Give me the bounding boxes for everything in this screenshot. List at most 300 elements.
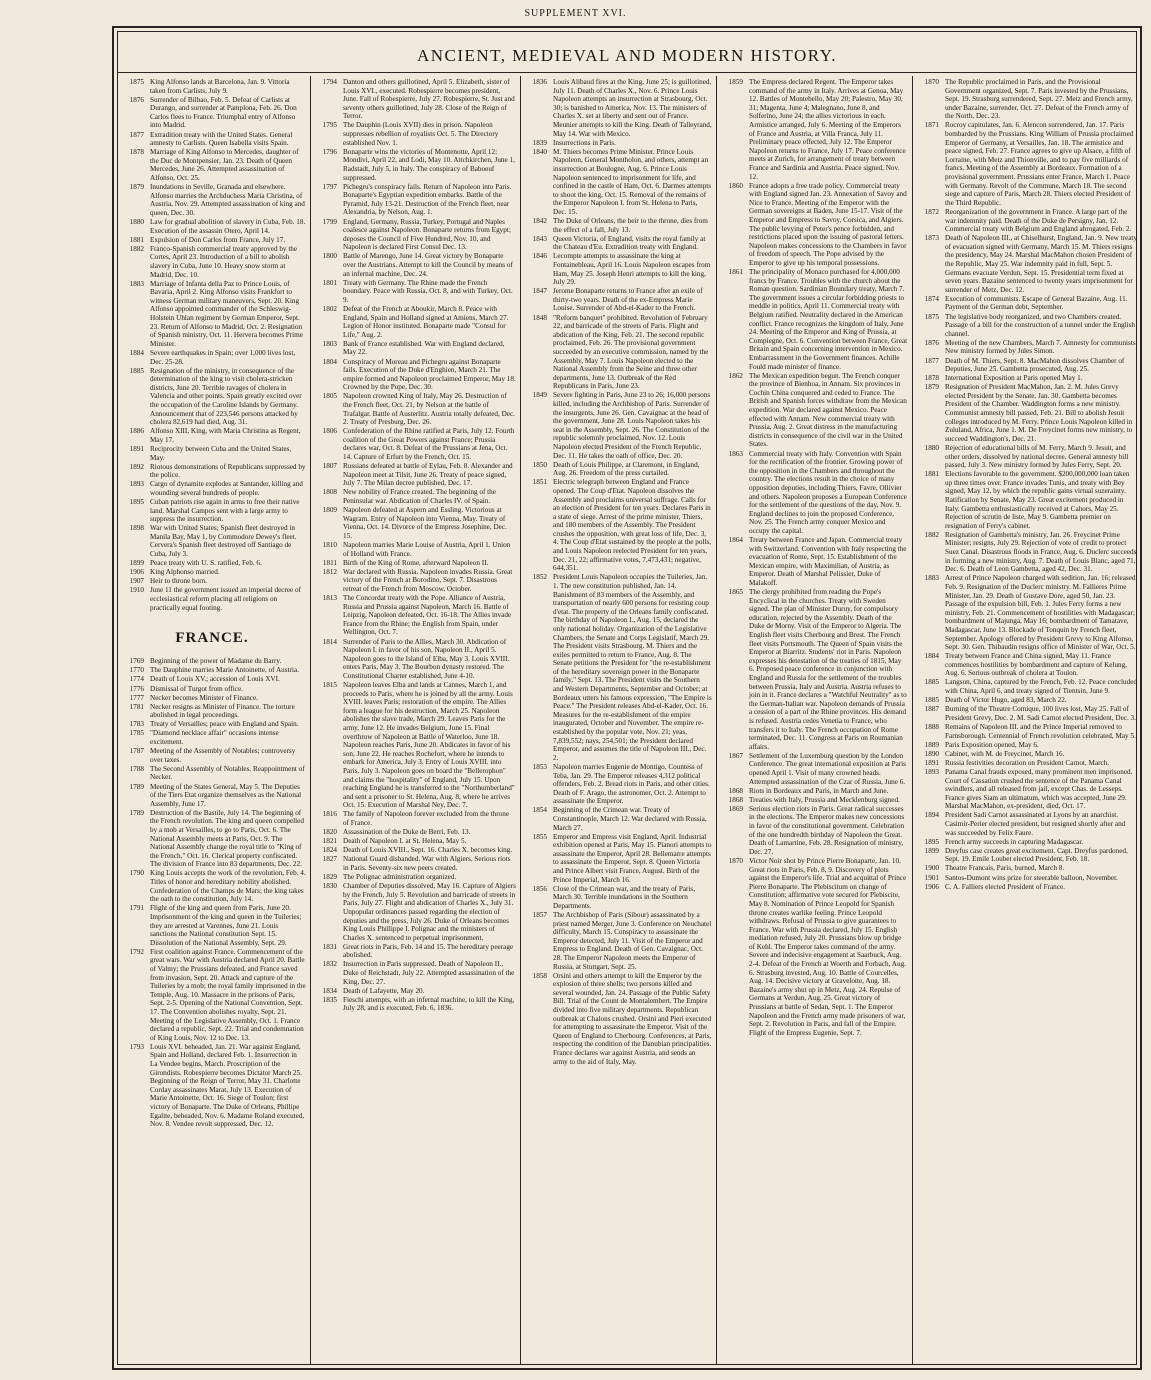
entry-text: Cargo of dynamite explodes at Santander, killing and wounding several hundreds of people. bbox=[150, 480, 303, 497]
entry-text: Assassination of the Duke de Berri, Feb. 13. bbox=[343, 828, 471, 837]
entry-year: 1854 bbox=[532, 806, 547, 815]
entry-text: Peace treaty with U. S. ratified, Feb. 6. bbox=[150, 559, 262, 568]
entry-year: 1863 bbox=[728, 449, 743, 458]
entry-year: 1806 bbox=[322, 427, 337, 436]
history-entry bbox=[311, 960, 516, 986]
history-entry bbox=[118, 948, 306, 1043]
entry-year: 1880 bbox=[129, 218, 144, 226]
entry-year: 1875 bbox=[129, 78, 144, 86]
history-entry bbox=[913, 470, 1138, 530]
entry-text: Riotous demonstrations of Republicans suppressed by the police. bbox=[150, 462, 306, 480]
entry-year: 1794 bbox=[322, 78, 337, 86]
entry-year: 1800 bbox=[322, 252, 337, 261]
entry-year: 1895 bbox=[129, 498, 144, 506]
history-entry bbox=[118, 657, 306, 666]
entry-year: 1885 bbox=[924, 696, 939, 705]
history-entry bbox=[521, 573, 712, 762]
entry-year: 1877 bbox=[924, 356, 939, 365]
entry-year: 1809 bbox=[322, 506, 337, 515]
history-entry bbox=[521, 806, 712, 832]
entry-year: 1804 bbox=[322, 357, 337, 366]
history-entry bbox=[311, 218, 516, 252]
history-entry bbox=[913, 741, 1138, 750]
history-entry bbox=[311, 873, 516, 882]
history-entry bbox=[118, 183, 306, 217]
entry-year: 1770 bbox=[129, 666, 144, 675]
history-entry bbox=[311, 78, 516, 121]
entry-year: 1796 bbox=[322, 147, 337, 156]
entry-text: Queen Victoria, of England, visits the royal family at the Chateau d'Eu. Extradition treaty with England. bbox=[553, 234, 706, 252]
history-entry bbox=[311, 148, 516, 182]
entry-text: New nobility of France created. The beginning of the Peninsular war. Abdication of Charles IV. of Spain. bbox=[343, 488, 496, 505]
history-entry bbox=[311, 279, 516, 305]
entry-text: King Alfonso lands at Barcelona, Jan. 9. Vittoria taken from Carlists, July 9. bbox=[150, 78, 290, 95]
history-entry bbox=[717, 78, 908, 181]
entry-text: National Guard disbanded. War with Algiers. Serious riots in Paris. Seventy-six new peers created. bbox=[343, 855, 511, 872]
supplement-label: SUPPLEMENT XVI. bbox=[524, 8, 627, 19]
entry-text: Russia festivities decoration on President Carnot, March. bbox=[945, 758, 1110, 767]
entry-year: 1876 bbox=[924, 338, 939, 347]
entry-year: 1829 bbox=[322, 873, 337, 882]
history-entry bbox=[913, 883, 1138, 892]
history-entry bbox=[118, 131, 306, 148]
entry-text: Napoleon defeated at Aspern and Essling. Victorious at Wagram. Entry of Napoleon into Vienna, May. Treaty of Vienna, Oct. 14. Divorce of the Empress Josephine, Dec. 15. bbox=[343, 506, 507, 540]
entry-year: 1893 bbox=[129, 480, 144, 489]
entry-text: Heir to throne born. bbox=[150, 577, 208, 586]
entry-year: 1834 bbox=[322, 986, 337, 995]
entry-text: Santos-Dumont wins prize for steerable balloon, November. bbox=[945, 873, 1118, 882]
history-entry bbox=[118, 568, 306, 577]
history-entry bbox=[521, 287, 712, 313]
history-entry bbox=[118, 480, 306, 497]
history-entry bbox=[311, 837, 516, 846]
entry-text: Emperor and Empress visit England, April. Industrial exhibition opened at Paris, May 15. Pianori attempts to assassinate the Emperor, April 28. Bellemarre attempts to assassinate the Emperor, Sept. 8. Queen Victoria and Prince Albert visit France, August. Birth of the Prince Imperial, March 16. bbox=[553, 832, 712, 884]
entry-text: Defeat of the French at Aboukir, March 8. Peace with England, Spain and Holland signed at Amiens, March 27. Legion of Honor instituted. Bonaparte made "Consul for Life," Aug. 2. bbox=[343, 304, 509, 339]
history-entry bbox=[521, 148, 712, 217]
entry-text: The clergy prohibited from reading the Pope's Encyclical in the churches. Treaty with Sweden signed. The plan of Minister Duruy, for compulsory education, rejected by the Assembly. Death of the Duke de Morny. Visit of the Emperor to Algeria. The English fleet visits Cherbourg and Brest. The French fleet visits Portsmouth. The Queen of Spain visits the Emperor at Biarritz. Students' riot in Paris. Napoleon expresses his detestation of the treaties of 1815, May 6. Proposed peace conference in conjunction with England and Russia for the settlement of the troubles between Prussia, Italy and Austria. Austria refuses to join in it. France declares a "Watchful Neutrality" as to the German-Italian war. Napoleon demands of Prussia a cession of a part of the Rhine provinces. His demand is refused. Austria cedes Venetia to France, who transfers it to Italy. The French occupation of Rome terminated, Dec. 11. Congress at Paris on Roumanian affairs. bbox=[749, 588, 907, 751]
column-4 bbox=[716, 76, 912, 1364]
entry-text: Settlement of the Luxemburg question by the London Conference. The great international exposition at Paris opened April 1. Visit of many crowned heads. Attempted assassination of the Czar of Russia, June 6. bbox=[749, 751, 906, 786]
history-entry bbox=[717, 787, 908, 796]
entry-text: Close of the Crimean war, and the treaty of Paris, March 30. Terrible inundations in the Southern Departments. bbox=[553, 884, 696, 910]
entry-year: 1865 bbox=[728, 588, 743, 597]
title-rule bbox=[118, 72, 1136, 73]
entry-text: Paris Exposition opened, May 6. bbox=[945, 740, 1039, 749]
entry-year: 1906 bbox=[129, 568, 144, 577]
history-entry bbox=[311, 252, 516, 278]
history-entry bbox=[521, 139, 712, 148]
entry-year: 1879 bbox=[129, 183, 144, 192]
entry-year: 1910 bbox=[129, 586, 144, 595]
entry-text: Beginning of the Crimean war. Treaty of Constantinople, March 12. War declared with Russia, March 27. bbox=[553, 806, 707, 832]
history-entry bbox=[913, 864, 1138, 873]
entry-text: Alfonso XIII, King, with Maria Christina as Regent, May 17. bbox=[150, 427, 301, 444]
history-entry bbox=[521, 972, 712, 1067]
entry-year: 1850 bbox=[532, 460, 547, 469]
history-entry bbox=[118, 349, 306, 366]
history-entry bbox=[118, 904, 306, 947]
history-entry bbox=[717, 268, 908, 371]
entry-text: Insurrection in Paris suppressed. Death of Napoleon II., Duke of Reichstadt, July 22. Attempted assassination of the King, Dec. 27. bbox=[343, 960, 515, 986]
entry-text: "Diamond necklace affair" occasions intense excitement. bbox=[150, 729, 279, 747]
history-entry bbox=[118, 783, 306, 809]
history-entry bbox=[913, 531, 1138, 574]
history-entry bbox=[913, 234, 1138, 294]
entry-year: 1877 bbox=[129, 130, 144, 139]
entry-text: Death of Napoleon III., at Chiselhurst, England, Jan. 9. New treaty of evacuation signed with Germany, March 15. M. Thiers resigns the presidency, May 24. Marshal MacMahon chosen President of the Republic, May 25. War indemnity paid in full, Sept. 5. Germans evacuate Verdun, Sept. 15. Presidential term fixed at seven years. Bazaine sentenced to twenty years imprisonment for surrender of Metz, Dec. 12. bbox=[945, 234, 1138, 294]
history-entry bbox=[717, 182, 908, 268]
history-entry bbox=[521, 911, 712, 971]
columns bbox=[118, 76, 1136, 1364]
entry-text: Orsini and others attempt to kill the Emperor by the explosion of three shells; two persons killed and several wounded, Jan. 24. Passage of the Public Safety Bill. Trial of the Count de Montalembert. The Empire divided into five military departments. Republican outbreak at Chalons crushed. Orsini and Pieri executed for attempting to assassinate the Emperor. Visit of the Queen of England to Cherbourg. Conferences, at Paris, respecting the condition of the Danubian principalities. France declares war against Austria, and sends an army to the aid of Italy, May. bbox=[553, 971, 712, 1066]
history-entry bbox=[521, 252, 712, 286]
history-entry bbox=[118, 666, 306, 675]
history-entry bbox=[913, 121, 1138, 207]
entry-year: 1777 bbox=[129, 693, 144, 702]
entry-year: 1875 bbox=[924, 312, 939, 321]
entry-year: 1898 bbox=[129, 524, 144, 533]
entry-text: Marriage of Infanta della Paz to Prince Louis, of Bavaria, April 2. King Alfonso visits Frankfort to witness German military maneuvers, Sept. 20. King Alfonso appointed commander of the Schleswig-Holstein Uhlan regiment by German Emperor, Sept. 23. Return of Alfonso to Madrid, Oct. 2. Resignation of Spanish ministry, Oct. 11. Hervera becomes Prime Minister. bbox=[150, 279, 303, 348]
history-entry bbox=[311, 638, 516, 681]
entry-text: Beginning of the power of Madame du Barry. bbox=[150, 657, 282, 666]
entry-text: Inundations in Seville, Granada and elsewhere. Alfonso marries the Archduchess Maria Christina, of Austria, Nov. 29. Attempted assassination of king and queen, Dec. 30. bbox=[150, 183, 305, 217]
history-entry bbox=[717, 805, 908, 857]
entry-year: 1789 bbox=[129, 808, 144, 817]
history-entry bbox=[311, 559, 516, 568]
entry-year: 1872 bbox=[924, 207, 939, 216]
entry-year: 1883 bbox=[924, 574, 939, 583]
history-entry bbox=[311, 882, 516, 942]
entry-text: Russians defeated at battle of Eylau, Feb. 8. Alexander and Napoleon meet at Tilsit, June 26. Treaty of peace signed, July 7. The Milan decree published, Dec. 17. bbox=[343, 462, 513, 488]
history-entry bbox=[913, 696, 1138, 705]
entry-text: Franco-Spanish commercial treaty approved by the Cortes, April 23. Introduction of a bill to abolish slavery in Cuba, June 10. Heavy snow storm at Madrid, Dec. 10. bbox=[150, 244, 298, 279]
history-entry bbox=[717, 857, 908, 1037]
entry-year: 1867 bbox=[728, 751, 743, 760]
entry-text: The family of Napoleon forever excluded from the throne of France. bbox=[343, 810, 510, 827]
entry-year: 1886 bbox=[129, 427, 144, 436]
entry-year: 1884 bbox=[129, 348, 144, 357]
entry-year: 1820 bbox=[322, 828, 337, 837]
entry-year: 1827 bbox=[322, 855, 337, 864]
history-entry bbox=[311, 987, 516, 996]
entry-text: French army succeeds in capturing Madagascar. bbox=[945, 837, 1084, 846]
history-entry bbox=[913, 768, 1138, 811]
entry-text: International Exposition at Paris opened May 1. bbox=[945, 374, 1083, 383]
entry-year: 1783 bbox=[129, 720, 144, 729]
entry-text: Rocroy capitulates, Jan. 6. Alencon surrendered, Jan. 17. Paris bombarded by the Prussians. King William of Prussia proclaimed Emperor of Germany, at Versailles, Jan. 18. The armistice and peace signed, Feb. 27. France agrees to give up Alsace, a fifth of Lorraine, with Metz and Thionville, and to pay five milliards of francs. Meeting of the Assembly at Bordeaux. Formation of a provisional government. Prussians enter France, March 1. Peace with Germany. Revolt of the Commune, March 18. The second siege and capture of Paris, March 28. Thiers elected President of the Third Republic. bbox=[945, 121, 1134, 207]
entry-year: 1852 bbox=[532, 573, 547, 582]
entry-text: France adopts a free trade policy. Commercial treaty with England signed Jan. 23. Annexation of Savoy and Nice to France. Meeting of the Emperor with the German sovereigns at Baden, June 15-17. Visit of the Emperor and Empress to Savoy, Corsica, and Algiers. The public levying of Peter's pence forbidden, and restrictions placed upon the issuing of pastoral letters. Napoleon makes concessions to the Chambers in favor of freedom of speech. The Pope advised by the Emperor to give up his temporal possessions. bbox=[749, 181, 907, 267]
history-entry bbox=[311, 846, 516, 855]
entry-text: M. Thiers becomes Prime Minister. Prince Louis Napoleon, General Montholon, and others, attempt an insurrection at Boulogne, Aug. 6. Prince Louis Napoleon sentenced to imprisonment for life, and confined in the castle of Ham, Oct. 6. Darmes attempts to shoot the king, Oct. 15. Removal of the remains of the Emperor Napoleon I. from St. Helena to Paris, Dec. 15. bbox=[553, 147, 712, 216]
history-entry bbox=[311, 943, 516, 960]
entry-year: 1859 bbox=[728, 78, 743, 86]
entry-text: The Republic proclaimed in Paris, and the Provisional Government organized, Sept. 7. Paris invested by the Prussians, Sept. 19. Strasburg surrendered, Sept. 27. Metz and French army, under Bazaine, surrender, Oct. 27. Defeat of the French army of the North, Dec. 23. bbox=[945, 78, 1133, 121]
entry-year: 1891 bbox=[129, 444, 144, 453]
entry-year: 1864 bbox=[728, 535, 743, 544]
history-entry bbox=[913, 374, 1138, 383]
entry-year: 1776 bbox=[129, 684, 144, 693]
history-entry bbox=[913, 811, 1138, 837]
history-entry bbox=[118, 685, 306, 694]
history-entry bbox=[717, 588, 908, 751]
entry-year: 1878 bbox=[924, 374, 939, 383]
entry-year: 1855 bbox=[532, 832, 547, 841]
entry-year: 1862 bbox=[728, 371, 743, 380]
entry-text: Death of Napoleon I. at St. Helena, May 5. bbox=[343, 837, 467, 846]
section-heading-france: FRANCE. bbox=[175, 630, 249, 647]
entry-text: Death of Lafayette, May 20. bbox=[343, 986, 425, 995]
entry-text: Great riots in Paris, Feb. 14 and 15. The hereditary peerage abolished. bbox=[343, 942, 514, 960]
entry-year: 1805 bbox=[322, 392, 337, 401]
history-entry bbox=[913, 574, 1138, 651]
entry-year: 1787 bbox=[129, 747, 144, 756]
entry-year: 1901 bbox=[924, 873, 939, 882]
entry-text: Serious election riots in Paris. Great radical successes in the elections. The Emperor makes new concessions in favor of the constitutional government. Celebration of the one hundredth birthday of Napoleon the Great. Death of Lamartine, Feb. 28. Resignation of ministry, Dec. 27. bbox=[749, 804, 905, 856]
entry-year: 1821 bbox=[322, 837, 337, 846]
column-3 bbox=[520, 76, 716, 1364]
entry-year: 1857 bbox=[532, 911, 547, 919]
entry-text: The Archbishop of Paris (Sibour) assassinated by a priest named Merger, June 3. Conference on Neuchatel difficulty, March 15. Conspiracy to assassinate the Emperor detected, July 11. Visit of the Emperor and Empress to England. Death of Gen. Cavaignac, Oct. 28. The Emperor Napoleon meets the Emperor of Russia, at Stuttgart, Sept. 25. bbox=[553, 911, 712, 971]
entry-text: Death of Louis Philippe, at Claremont, in England, Aug. 26. Freedom of the press curtailed. bbox=[553, 460, 700, 478]
history-entry bbox=[521, 478, 712, 573]
history-entry bbox=[311, 541, 516, 558]
history-entry bbox=[521, 391, 712, 460]
entry-year: 1814 bbox=[322, 637, 337, 646]
entry-text: Necker resigns as Minister of Finance. The torture abolished in legal proceedings. bbox=[150, 702, 295, 720]
entry-text: Louis XVI. beheaded, Jan. 21. War against England, Spain and Holland, declared Feb. 1. Insurrection in La Vendee begins, March. Proscription of the Girondists. Robespierre becomes Dictator March 25. Beginning of the Reign of Terror, May 31. Charlotte Corday assassinates Marat, July 13. Execution of Marie Antoinette, Oct. 16. Siege of Toulon; first victory of Bonaparte. The Duke of Orleans, Phillipe Egalite, beheaded, Nov. 6. Madame Roland executed, Nov. 8. Vendee revolt suppressed, Dec. 12. bbox=[150, 1042, 305, 1129]
entry-text: Severe fighting in Paris, June 23 to 26; 16,000 persons killed, including the Archbishop of Paris. Surrender of the insurgents, June 26. Gen. Cavaignac at the head of the government, June 28. Louis Napoleon takes his seat in the Assembly, Sept. 26. The Constitution of the republic solemnly proclaimed, Nov. 12. Louis Napoleon elected President of the French Republic, Dec. 11. He takes the oath of office, Dec. 20. bbox=[553, 391, 711, 460]
history-entry bbox=[521, 314, 712, 391]
entry-text: Dismissal of Turgot from office. bbox=[150, 684, 243, 693]
entry-text: Dreyfus case creates great excitement. Capt. Dreyfus pardoned, Sept. 19. Emile Loubet elected President, Feb. 18. bbox=[945, 846, 1128, 864]
history-entry bbox=[913, 339, 1138, 356]
entry-year: 1810 bbox=[322, 540, 337, 549]
entry-text: Extradition treaty with the United States. General amnesty to Carlists. Queen Isabella visits Spain. bbox=[150, 130, 293, 148]
entry-text: Napoleon marries Marie Louise of Austria, April 1. Union of Holland with France. bbox=[343, 540, 511, 558]
entry-text: Treaty of Versailles; peace with England and Spain. bbox=[150, 720, 299, 729]
entry-year: 1868 bbox=[728, 786, 743, 795]
entry-text: The Second Assembly of Notables. Reappointment of Necker. bbox=[150, 764, 305, 782]
entry-year: 1851 bbox=[532, 478, 547, 487]
entry-text: Rejection of educational bills of M. Ferry, March 9. Jesuit, and other orders, dissolved by national decree. General amnesty bill passed, July 3. New ministry formed by Jules Ferry, Sept. 20. bbox=[945, 443, 1129, 470]
entry-text: Resignation of President MacMahon, Jan. 2. M. Jules Grevy elected President by the Senate, Jan. 30. Gambetta becomes President of the Chamber. Waddington forms a new ministry. Communist amnesty bill passed, Feb. 21. Bill to abolish Jesuit colleges introduced by M. Ferry. Prince Louis Napoleon killed in Zululand, Africa, June 1. M. De Freycinet forms new ministry, to succeed Waddington's, Dec. 21. bbox=[945, 383, 1133, 443]
entry-year: 1846 bbox=[532, 252, 547, 261]
entry-text: Law for gradual abolition of slavery in Cuba, Feb. 18. Execution of the assassin Otero, April 14. bbox=[150, 218, 306, 235]
history-entry bbox=[118, 559, 306, 568]
entry-text: Remains of Napoleon III. and the Prince Imperial removed to Farnsborough. Centennial of French revolution celebrated, May 5. bbox=[945, 722, 1136, 740]
entry-year: 1870 bbox=[728, 856, 743, 865]
entry-text: Flight of the king and queen from Paris, June 20. Imprisonment of the king and queen in the Tuileries; they are arrested at Varennes, June 21. Louis sanctions the National constitution Sept. 15. Dissolution of the National Assembly, Sept. 29. bbox=[150, 904, 302, 947]
entry-year: 1881 bbox=[924, 470, 939, 479]
history-entry bbox=[311, 810, 516, 827]
history-entry bbox=[913, 383, 1138, 443]
entry-year: 1887 bbox=[924, 705, 939, 714]
entry-text: King Alphonso married. bbox=[150, 568, 220, 577]
history-entry bbox=[311, 183, 516, 217]
entry-year: 1870 bbox=[924, 78, 939, 86]
entry-text: Elections favorable to the government. $200,000,000 loan taken up three times over. France invades Tunis, and treaty with Bey signed, May 12, by which the republic gains virtual suzerainty. Ratification by Senate, May 23. Great excitement produced in Italy. Gambetta enthusiastically received at Cahors, May 25. Rejection of scrutin de liste, May 9. Gambetta premier on resignation of Ferry's cabinet. bbox=[945, 470, 1130, 530]
history-entry bbox=[118, 675, 306, 684]
history-entry bbox=[717, 536, 908, 588]
entry-year: 1856 bbox=[532, 884, 547, 893]
entry-text: Napoleon marries Eugenie de Montigo, Countess of Teba, Jan. 29. The Emperor releases 4,312 political offenders, Feb. 2. Bread riots in Paris, and other cities. Death of F. Arago, the astronomer, Oct. 2. Attempt to assassinate the Emperor. bbox=[553, 762, 710, 806]
history-entry bbox=[311, 305, 516, 339]
entry-year: 1861 bbox=[728, 268, 743, 277]
entry-year: 1889 bbox=[924, 740, 939, 749]
entry-text: Severe earthquakes in Spain; over 1,000 lives lost, Dec. 25-28. bbox=[150, 348, 296, 366]
entry-text: Meeting of the States General, May 5. The Deputies of the Tiers Etat organize themselves as the National Assembly, June 17. bbox=[150, 782, 302, 808]
entry-year: 1808 bbox=[322, 488, 337, 497]
history-entry bbox=[118, 869, 306, 903]
entry-year: 1792 bbox=[129, 947, 144, 956]
entry-text: Death of Victor Hugo, aged 83, March 22. bbox=[945, 696, 1067, 705]
entry-year: 1839 bbox=[532, 138, 547, 147]
history-entry bbox=[118, 765, 306, 782]
entry-text: The Dauphine marries Marie Antoinette, of Austria. bbox=[150, 666, 299, 675]
entry-year: 1781 bbox=[129, 702, 144, 711]
entry-text: Surrender of Bilbao, Feb. 5. Defeat of Carlists at Durango, and surrender at Pamplona, Feb. 26. Don Carlos flees to France. Triumphal entry of Alfonso into Madrid. bbox=[150, 95, 297, 130]
entry-text: Birth of the King of Rome, afterward Napoleon II. bbox=[343, 558, 489, 567]
entry-text: England, Germany, Russia, Turkey, Portugal and Naples coalesce against Napoleon. Bonaparte returns from Egypt; deposes the Council of Five Hundred, Nov. 10, and Napoleon is declared First Consul Dec. 13. bbox=[343, 217, 511, 252]
entry-year: 1906 bbox=[924, 882, 939, 891]
entry-year: 1799 bbox=[322, 217, 337, 226]
history-entry bbox=[118, 577, 306, 586]
history-entry bbox=[717, 752, 908, 786]
entry-text: Death of Louis XV.; accession of Louis XVI. bbox=[150, 675, 280, 684]
entry-year: 1894 bbox=[924, 811, 939, 820]
entry-text: Treaty with Germany. The Rhine made the French boundary. Peace with Russia, Oct. 8, and with Turkey, Oct. 9. bbox=[343, 278, 513, 304]
entry-text: The Mexican expedition begun. The French conquer the province of Bienhoa, in Annam. Six provinces in Cochin China conquered and ceded to France. The British and Spanish forces withdraw from the Mexican expedition. War declared against Mexico. Peace effected with Annam. New commercial treaty with Prussia, Aug. 2. Great distress in the manufacturing districts in consequence of the civil war in the United States. bbox=[749, 371, 907, 449]
entry-text: Danton and others guillotined, April 5. Elizabeth, sister of Louis XVI., executed. Robespierre becomes president, June. Fall of Robespierre, July 27. Robespierre, St. Just and seventy others guillotined, July 28. Close of the Reign of Terror. bbox=[343, 78, 515, 121]
history-entry bbox=[521, 833, 712, 885]
entry-year: 1876 bbox=[129, 95, 144, 104]
entry-year: 1811 bbox=[322, 558, 337, 567]
history-entry bbox=[913, 678, 1138, 695]
entry-text: Riots in Bordeaux and Paris, in March and June. bbox=[749, 786, 889, 795]
entry-year: 1835 bbox=[322, 995, 337, 1004]
entry-text: Expulsion of Don Carlos from France, July 17. bbox=[150, 235, 286, 244]
history-entry bbox=[118, 694, 306, 703]
history-entry bbox=[118, 148, 306, 182]
history-entry bbox=[118, 245, 306, 279]
history-entry bbox=[311, 121, 516, 147]
entry-year: 1812 bbox=[322, 567, 337, 576]
entry-year: 1882 bbox=[924, 530, 939, 539]
entry-year: 1873 bbox=[924, 234, 939, 243]
entry-year: 1885 bbox=[129, 366, 144, 375]
column-5 bbox=[912, 76, 1142, 1364]
entry-year: 1883 bbox=[129, 279, 144, 288]
history-entry bbox=[913, 750, 1138, 759]
history-entry bbox=[521, 235, 712, 252]
entry-text: Theatre Francais, Paris, burned, March 8. bbox=[945, 864, 1065, 873]
entry-text: Electric telegraph between England and France opened. The Coup d'Etat. Napoleon dissolves the Assembly and proclaims universal suffrage. Calls for an election of President for ten years. Declares Paris in a state of siege. Arrest of the prime minister, Thiers, and 180 members of the Assembly. The President crushes the opposition, with great loss of life, Dec. 3, 4. The Coup d'Etat sustained by the people at the polls, and Louis Napoleon reelected President for ten years, Dec. 21, 22; affirmative votes, 7,473,431; negative, 644,351. bbox=[553, 478, 712, 573]
entry-text: Treaties with Italy, Prussia and Mecklenburg signed. bbox=[749, 795, 900, 804]
history-entry bbox=[521, 763, 712, 806]
entry-year: 1878 bbox=[129, 148, 144, 157]
entry-text: Battle of Marengo, June 14. Great victory by Bonaparte over the Austrians. Attempt to kill the Council by means of an infernal machine, Dec. 24. bbox=[343, 252, 513, 278]
entry-year: 1813 bbox=[322, 594, 337, 603]
entry-text: June 11 the government issued an imperial decree of ecclesiastical reform placing all religions on practically equal footing. bbox=[150, 586, 302, 612]
entry-text: Conspiracy of Moreau and Pichegru against Bonaparte fails. Execution of the Duke d'Enghien, March 21. The empire formed and Napoleon proclaimed Emperor, May 18. Crowned by the Pope, Dec. 30. bbox=[343, 357, 516, 392]
entry-text: The Duke of Orleans, the heir to the throne, dies from the effect of a fall, July 13. bbox=[553, 217, 708, 234]
entry-year: 1899 bbox=[129, 559, 144, 568]
entry-year: 1882 bbox=[129, 244, 144, 253]
history-entry bbox=[717, 372, 908, 449]
history-entry bbox=[913, 652, 1138, 678]
entry-text: Chamber of Deputies dissolved, May 16. Capture of Algiers by the French, July 5. Revolution and barricade of streets in Paris, July 27. Flight and abdication of Charles X., July 31. Unpopular ordinances passed regarding the election of deputies and the press, July 26. Duke of Orleans becomes King Louis Phillippe I. Polignac and the ministers of Charles X. sentenced to perpetual imprisonment. bbox=[343, 882, 516, 942]
history-entry bbox=[311, 488, 516, 505]
history-entry bbox=[118, 280, 306, 349]
entry-text: Bank of France established. War with England declared, May 22. bbox=[343, 339, 505, 357]
entry-year: 1797 bbox=[322, 182, 337, 191]
history-entry bbox=[118, 524, 306, 558]
entry-year: 1860 bbox=[728, 181, 743, 190]
history-entry bbox=[311, 996, 516, 1013]
history-entry bbox=[913, 295, 1138, 312]
entry-year: 1824 bbox=[322, 846, 337, 855]
entry-text: Meeting of the new Chambers, March 7. Amnesty for communists. New ministry formed by Jules Simon. bbox=[945, 338, 1138, 356]
entry-text: President Sadi Carnot assassinated at Lyons by an anarchist. Casimir-Perier elected president, but resigned shortly after and was succeeded by Felix Faure. bbox=[945, 811, 1126, 837]
entry-year: 1858 bbox=[532, 971, 547, 980]
entry-year: 1836 bbox=[532, 78, 547, 86]
history-entry bbox=[118, 747, 306, 764]
entry-text: The Concordat treaty with the Pope. Alliance of Austria, Russia and Prussia against Napoleon, March 16. Battle of Leipzig. Napoleon defeated, Oct. 16-18. The Allies invade France from the Rhine; the English from Spain, under Wellington, Oct. 7. bbox=[343, 594, 512, 637]
history-entry bbox=[118, 720, 306, 729]
entry-text: Panama Canal frauds exposed, many prominent men imprisoned. Court of Cassation crushed the sentence of the Panama Canal swindlers, and all released from jail, except Chas. de Lesseps. France gives Siam an ultimatum, which was accepted, June 29. Marshal MacMahon, ex-president, died, Oct. 17. bbox=[945, 767, 1133, 811]
entry-text: Cuban patriots rise again in arms to free their native land. Marshal Campos sent with a large army to suppress the insurrection. bbox=[150, 498, 300, 524]
history-entry bbox=[311, 594, 516, 637]
entry-year: 1816 bbox=[322, 810, 337, 819]
history-entry bbox=[118, 218, 306, 235]
entry-text: Reciprocity between Cuba and the United States, May. bbox=[150, 444, 292, 462]
history-entry bbox=[118, 236, 306, 245]
entry-text: Burning of the Theatre Comique, 100 lives lost, May 25. Fall of President Grevy, Dec. 2. M. Sadi Carnot elected President, Dec. 3. bbox=[945, 705, 1136, 722]
entry-text: Langson, China, captured by the French, Feb. 12. Peace concluded with China, April 6, and treaty signed of Tientsin, June 9. bbox=[945, 678, 1138, 696]
entry-year: 1893 bbox=[924, 767, 939, 776]
entry-year: 1790 bbox=[129, 869, 144, 878]
entry-text: Louis Alibaud fires at the King, June 25; is guillotined, July 11. Death of Charles X., Nov. 6. Prince Louis Napoleon attempts an insurrection at Strasbourg, Oct. 30; is banished to America, Nov. 13. The ministers of Charles X. set at liberty and sent out of France. Meunier attempts to kill the King. Death of Talleyrand, May 14. War with Mexico. bbox=[553, 78, 712, 138]
history-entry bbox=[913, 759, 1138, 768]
history-entry bbox=[311, 462, 516, 488]
entry-text: Napoleon leaves Elba and lands at Cannes, March 1, and proceeds to Paris, where he is joined by all the army. Louis XVIII. leaves Paris; restoration of the empire. The Allies form a league for his destruction, March 25. Napoleon abolishes the slave trade, March 29. Leaves Paris for the army, June 12. He invades Belgium, June 15. Final overthrow of Napoleon at Battle of Waterloo, June 18. Napoleon reaches Paris, June 20. Abdicates in favor of his son, June 22. He reaches Rochefort, where he intends to embark for America, July 3. Entry of Louis XVIII. into Paris, July 3. Napoleon goes on board the "Bellerophon" and claims the "hospitality" of England, July 15. Upon reaching England he is transferred to the "Northumberland" and sent a prisoner to St. Helena, Aug. 8, where he arrives Oct. 15. Execution of Marshal Ney, Dec. 7. bbox=[343, 680, 515, 810]
entry-text: Treaty between France and Japan. Commercial treaty with Switzerland. Convention with Italy respecting the evacuation of Rome, Sept. 15. Establishment of the Mexican empire, with Maximilian, of Austria, as Emperor. Death of Marshal Pelissier, Duke of Malakoff. bbox=[749, 535, 907, 587]
entry-year: 1881 bbox=[129, 235, 144, 244]
entry-text: Insurrections in Paris. bbox=[553, 138, 616, 147]
entry-year: 1789 bbox=[129, 782, 144, 791]
entry-text: Necker becomes Minister of Finance. bbox=[150, 693, 258, 702]
history-entry bbox=[521, 885, 712, 911]
page-frame-inner bbox=[117, 31, 1137, 1365]
page-title: ANCIENT, MEDIEVAL AND MODERN HISTORY. bbox=[416, 46, 838, 65]
entry-year: 1769 bbox=[129, 657, 144, 666]
entry-year: 1868 bbox=[728, 795, 743, 804]
entry-year: 1879 bbox=[924, 383, 939, 392]
history-entry bbox=[717, 796, 908, 805]
history-entry bbox=[913, 874, 1138, 883]
history-entry bbox=[118, 463, 306, 480]
history-entry bbox=[913, 705, 1138, 722]
history-entry bbox=[913, 78, 1138, 121]
history-entry bbox=[118, 586, 306, 612]
entry-year: 1874 bbox=[924, 294, 939, 303]
entry-year: 1843 bbox=[532, 234, 547, 243]
history-entry bbox=[118, 703, 306, 720]
entry-year: 1788 bbox=[129, 764, 144, 773]
entry-year: 1774 bbox=[129, 675, 144, 684]
entry-text: The legislative body reorganized, and two Chambers created. Passage of a bill for the construction of a tunnel under the English channel. bbox=[945, 312, 1136, 338]
